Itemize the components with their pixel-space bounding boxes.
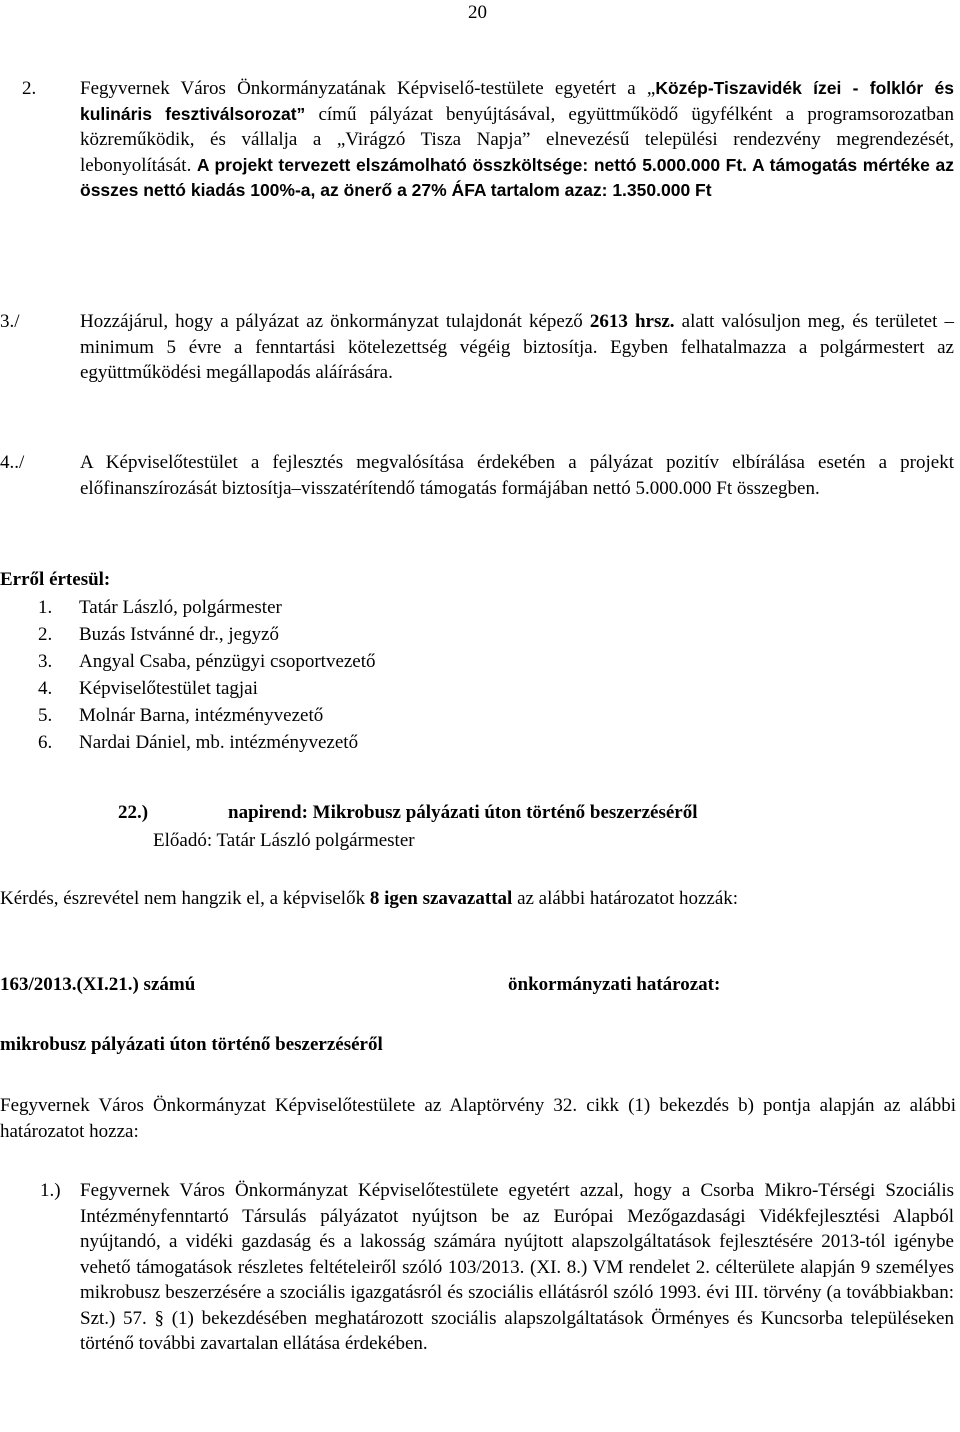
resolution-point-1-text: Fegyvernek Város Önkormányzat Képviselőtestülete egyetért azzal, hogy a Csorba Mikro-Térségi Szociális Intézményfenntartó Társulás pályázatot nyújtson be az Európai Mezőgazdasági Vidékfejlesztési Alapból nyújtandó, a vidéki gazdaság és a lakosság számára nyújtott alapszolgáltatások fejlesztésére 2013-tól igénybe vehető támogatások részletes feltételeiről szóló 103/2013. (XI. 8.) VM rendelet 2. célterülete alapján 9 személyes mikrobusz beszerzésére a szociális igazgatásról és szociális ellátásról szóló 1993. évi III. törvény (a továbbiakban: Szt.) 57. § (1) bekezdésében meghatározott szociális alapszolgáltatások Örményes és Kuncsorba településeken történő további zavartalan ellátása érdekében. bbox=[80, 1180, 954, 1354]
item-3-text-a: Hozzájárul, hogy a pályázat az önkormányzat tulajdonát képező bbox=[80, 311, 590, 332]
notify-item: 6. Nardai Dániel, mb. intézményvezető bbox=[38, 732, 359, 753]
resolution-number: 163/2013.(XI.21.) számú bbox=[0, 974, 196, 995]
item-2-text-c: című pályázat benyújtásával, együttműködő ügyfélként a programsorozatban közreműködik, és vállalja a „Virágzó Tisza Napja” elnevezésű települési rendezvény megrendezését, lebonyolítását. bbox=[80, 103, 954, 176]
notify-item: 5. Molnár Barna, intézményvezető bbox=[38, 705, 324, 726]
notify-item: 2. Buzás Istvánné dr., jegyző bbox=[38, 624, 279, 645]
item-3-number: 3./ bbox=[0, 311, 20, 332]
resolution-point-1-number: 1.) bbox=[40, 1180, 61, 1201]
resolution-type: önkormányzati határozat: bbox=[508, 974, 721, 995]
agenda-number: 22.) bbox=[118, 802, 149, 823]
item-3-text bbox=[80, 309, 954, 386]
notify-list bbox=[38, 594, 376, 756]
vote-text: Kérdés, észrevétel nem hangzik el, a képviselők 8 igen szavazattal az alábbi határozatot hozzák: bbox=[0, 888, 739, 909]
resolution-subject: mikrobusz pályázati úton történő beszerzéséről bbox=[0, 1034, 383, 1055]
notify-item: 1. Tatár László, polgármester bbox=[38, 597, 282, 618]
item-2-text-a: Fegyvernek Város Önkormányzatának Képviselő-testülete egyetért a „ bbox=[80, 78, 656, 99]
item-2-number: 2. bbox=[22, 78, 37, 99]
agenda-title: napirend: Mikrobusz pályázati úton történő beszerzéséről bbox=[228, 802, 698, 823]
resolution-intro: Fegyvernek Város Önkormányzat Képviselőtestülete az Alaptörvény 32. cikk (1) bekezdés b) pontja alapján az alábbi határozatot hozza: bbox=[0, 1095, 956, 1142]
notify-item: 3. Angyal Csaba, pénzügyi csoportvezető bbox=[38, 651, 376, 672]
notify-title: Erről értesül: bbox=[0, 569, 111, 590]
vote-count: 8 igen szavazattal bbox=[369, 888, 513, 909]
page-number: 20 bbox=[468, 2, 487, 23]
item-4-number: 4../ bbox=[0, 452, 25, 473]
item-2-text bbox=[80, 76, 954, 204]
item-4-text: A Képviselőtestület a fejlesztés megvalósítása érdekében a pályázat pozitív elbírálása esetén a projekt előfinanszírozását biztosítja–visszatérítendő támogatás formájában nettó 5.000.000 Ft összegben. bbox=[80, 452, 954, 499]
item-2-budget: A projekt tervezett elszámolható összköltsége: nettó 5.000.000 Ft. A támogatás mértéke az összes nettó kiadás 100%-a, az önerő a 27% ÁFA tartalom azaz: 1.350.000 Ft bbox=[80, 154, 954, 200]
item-2-project-name: Közép-Tiszavidék ízei - folklór és kulináris fesztiválsorozat” bbox=[80, 78, 954, 124]
agenda-presenter: Előadó: Tatár László polgármester bbox=[153, 830, 415, 851]
item-3-parcel: 2613 hrsz. bbox=[589, 311, 675, 332]
item-3-text-b: alatt valósuljon meg, és területet –minimum 5 évre a fenntartási kötelezettség végéig biztosítja. Egyben felhatalmazza a polgármestert az együttműködési megállapodás aláírására. bbox=[80, 311, 954, 383]
notify-item: 4. Képviselőtestület tagjai bbox=[38, 678, 258, 699]
